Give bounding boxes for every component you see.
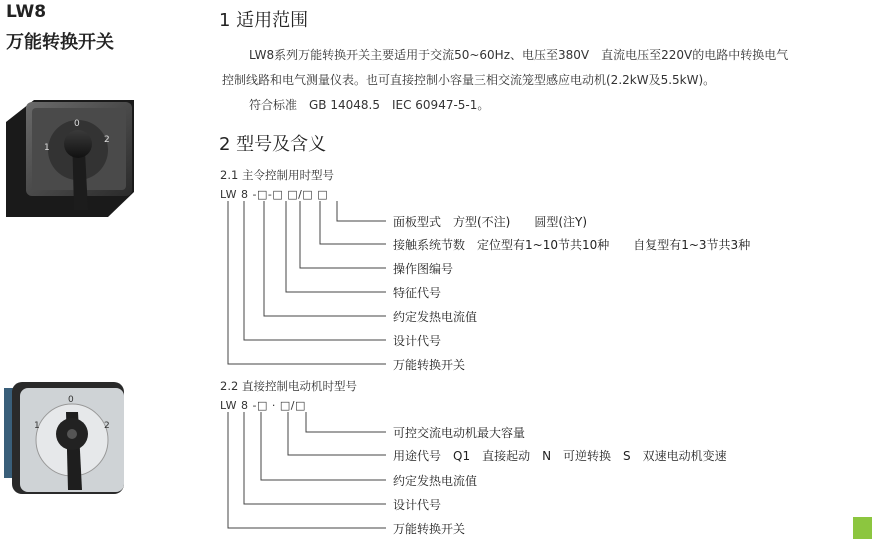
leader-2-1-current — [264, 201, 386, 316]
label-2-1-rated-current: 约定发热电流值 — [393, 310, 478, 324]
leader-2-1-design — [244, 201, 386, 340]
leader-2-1-panel — [337, 201, 386, 221]
product-name: 万能转换开关 — [6, 32, 114, 53]
round-dial-2: 2 — [104, 421, 110, 431]
leader-2-2-usage — [288, 412, 386, 455]
label-2-1-feature-code: 特征代号 — [393, 286, 442, 300]
label-2-2-universal-switch: 万能转换开关 — [393, 522, 466, 536]
model-code-2-1: LW 8 -□-□ □/□ □ — [220, 188, 329, 201]
leader-2-2-capacity — [306, 412, 386, 432]
label-2-1-operation-diagram: 操作图编号 — [393, 262, 454, 276]
leader-2-2-switch — [228, 412, 386, 528]
product-code: LW8 — [6, 2, 47, 22]
section-2-title: 2 型号及含义 — [219, 134, 327, 155]
section-1-para-line2: 控制线路和电气测量仪表。也可直接控制小容量三相交流笼型感应电动机(2.2kW及5.5kW)。 — [222, 73, 716, 87]
square-dial-2: 2 — [104, 135, 110, 145]
section-1-standard: 符合标准 GB 14048.5 IEC 60947-5-1。 — [249, 98, 490, 112]
square-dial-0: 0 — [74, 119, 80, 129]
subsection-2-1-title: 2.1 主令控制用时型号 — [220, 168, 334, 182]
label-2-2-rated-current: 约定发热电流值 — [393, 474, 478, 488]
label-2-1-panel-type: 面板型式 方型(不注) 圆型(注Y) — [393, 215, 588, 229]
label-2-2-usage-code: 用途代号 Q1 直接起动 N 可逆转换 S 双速电动机变速 — [393, 449, 727, 463]
model-code-2-2: LW 8 -□ · □/□ — [220, 399, 306, 412]
label-2-2-design-code: 设计代号 — [393, 498, 442, 512]
round-dial-1: 1 — [34, 421, 40, 431]
label-2-1-design-code: 设计代号 — [393, 334, 442, 348]
leader-2-1-feature — [286, 201, 386, 292]
leader-2-1-sections — [320, 201, 386, 244]
leader-2-2-current — [261, 412, 386, 480]
page-corner-marker — [853, 517, 872, 539]
round-dial-0: 0 — [68, 395, 74, 405]
section-1-para-line1: LW8系列万能转换开关主要适用于交流50~60Hz、电压至380V 直流电压至220V的电路中转换电气 — [249, 48, 789, 62]
subsection-2-2-title: 2.2 直接控制电动机时型号 — [220, 379, 357, 393]
section-1-title: 1 适用范围 — [219, 10, 309, 31]
square-dial-1: 1 — [44, 143, 50, 153]
label-2-2-motor-capacity: 可控交流电动机最大容量 — [393, 426, 526, 440]
label-2-1-universal-switch: 万能转换开关 — [393, 358, 466, 372]
label-2-1-contact-sections: 接触系统节数 定位型有1~10节共10种 自复型有1~3节共3种 — [393, 238, 751, 252]
leader-2-1-diagram — [300, 201, 386, 268]
leader-2-2-design — [244, 412, 386, 504]
